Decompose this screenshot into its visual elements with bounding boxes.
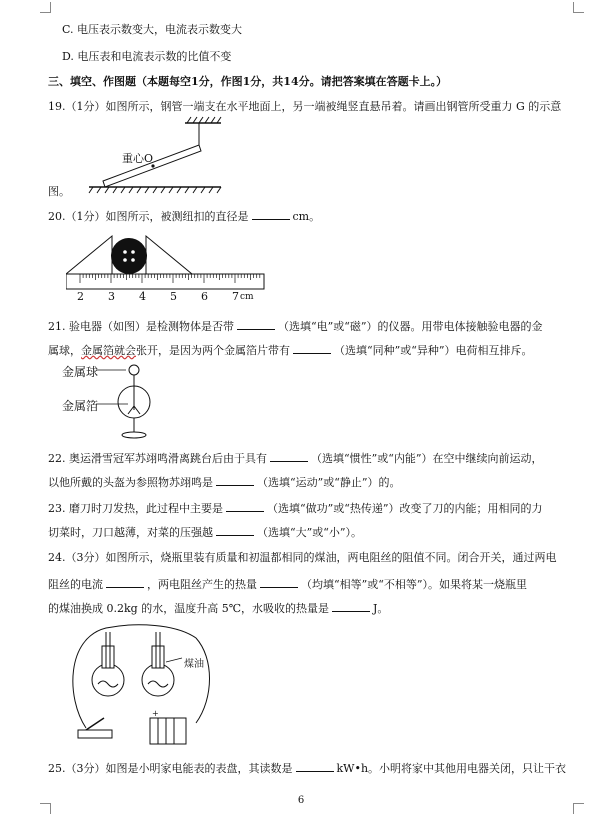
q25-text [48,760,573,777]
crop-mark-top-left [40,2,51,13]
q25-pre: 25.（3分）如图是小明家电能表的表盘，其读数是 [48,762,293,775]
q24-kerosene-label: 煤油 [184,659,204,670]
q22-pre: 22. 奥运滑雪冠军苏翊鸣滑离跳台后由于具有 [48,452,267,465]
q20-pre: 20.（1分）如图所示，被测纽扣的直径是 [48,210,249,223]
q21-pre: 21. 验电器（如图）是检测物体是否带 [48,320,234,333]
q23-text-1 [48,500,573,517]
q20-ruler-labels [66,290,276,304]
q24-pre3: 的煤油换成 0.2kg 的水，温度升高 5℃，水吸收的热量是 [48,602,329,615]
q21-label-foil: 金属箔 [62,399,99,413]
q20-tick-label: 4 [139,290,146,303]
q21-l2b: 张开，是因为两个金属箔片带有 [136,344,290,357]
page-number: 6 [297,795,305,806]
q23-post: （选填“做功”或“热传递”）改变了刀的内能；用相同的力 [267,502,543,515]
q23-post2: （选填“大”或“小”）。 [257,526,362,539]
q21-text-1 [48,318,573,335]
q24-blank-2[interactable] [260,576,298,588]
q20-blank[interactable] [252,208,290,220]
q21-blank-2[interactable] [293,342,331,354]
q22-pre2: 以他所戴的头盔为参照物苏翊鸣是 [48,476,213,489]
q21-post: （选填“同种”或“异种”）电荷相互排斥。 [334,344,533,357]
q19-centroid-label: 重心O [122,152,154,165]
q23-blank-2[interactable] [216,524,254,536]
q25-post: kW•h。小明将家中其他用电器关闭，只让干衣 [336,762,567,775]
q24-text-3 [48,600,573,617]
q20-tick-label: 2 [77,290,84,303]
q24-figure-circuit [66,618,216,748]
q22-blank-2[interactable] [216,474,254,486]
q19-text: 19.（1分）如图所示，钢管一端支在水平地面上，另一端被绳竖直悬吊着。请画出钢管所受重力 G 的示意 [48,100,562,113]
q21-label-ball: 金属球 [62,365,99,379]
q20-tick-label: 3 [108,290,115,303]
q20-text [48,208,573,225]
q20-unit: cm [240,292,254,302]
q24-pre: 阻丝的电流 [48,578,103,591]
q21-l2a: 属球， [48,344,81,357]
q20-tick-label: 7 [232,290,239,303]
q23-pre: 23. 磨刀时刀发热，此过程中主要是 [48,502,223,515]
q22-text-2 [48,474,573,491]
q24-mid: ，两电阻丝产生的热量 [147,578,257,591]
q21-blank-1[interactable] [237,318,275,330]
q24-text-1: 24.（3分）如图所示，烧瓶里装有质量和初温都相同的煤油，两电阻丝的阻值不同。闭合开关，通过两电 [48,551,557,564]
q20-post: cm。 [292,210,321,223]
q22-blank-1[interactable] [270,450,308,462]
q19-text-cont: 图。 [48,185,70,198]
q21-leader-lines [96,364,132,410]
section-heading: 三、填空、作图题（本题每空1分，作图1分，共14分。请把答案填在答题卡上。） [48,75,448,88]
q24-text-2 [48,576,573,593]
svg-text:+: + [152,709,159,718]
q21-l2u: 金属箔就会 [81,344,136,357]
q24-blank-1[interactable] [106,576,144,588]
q24-post: （均填“相等”或“不相等”）。如果将某一烧瓶里 [301,578,527,591]
q25-blank[interactable] [296,760,334,772]
q21-text-2 [48,342,573,359]
option-d: D. 电压表和电流表示数的比值不变 [62,50,232,63]
q22-text-1 [48,450,573,467]
crop-mark-top-right [573,2,584,13]
q20-tick-label: 5 [170,290,177,303]
q23-blank-1[interactable] [226,500,264,512]
q24-post3: J。 [373,602,389,615]
q20-tick-label: 6 [201,290,208,303]
q21-mid: （选填“电”或“磁”）的仪器。用带电体接触验电器的金 [278,320,543,333]
q23-pre2: 切菜时，刀口越薄，对菜的压强越 [48,526,213,539]
q22-post2: （选填“运动”或“静止”）的。 [257,476,401,489]
option-c: C. 电压表示数变大，电流表示数变大 [62,23,243,36]
q23-text-2 [48,524,573,541]
q22-post: （选填“惯性”或“内能”）在空中继续向前运动， [311,452,543,465]
q24-blank-3[interactable] [332,600,370,612]
